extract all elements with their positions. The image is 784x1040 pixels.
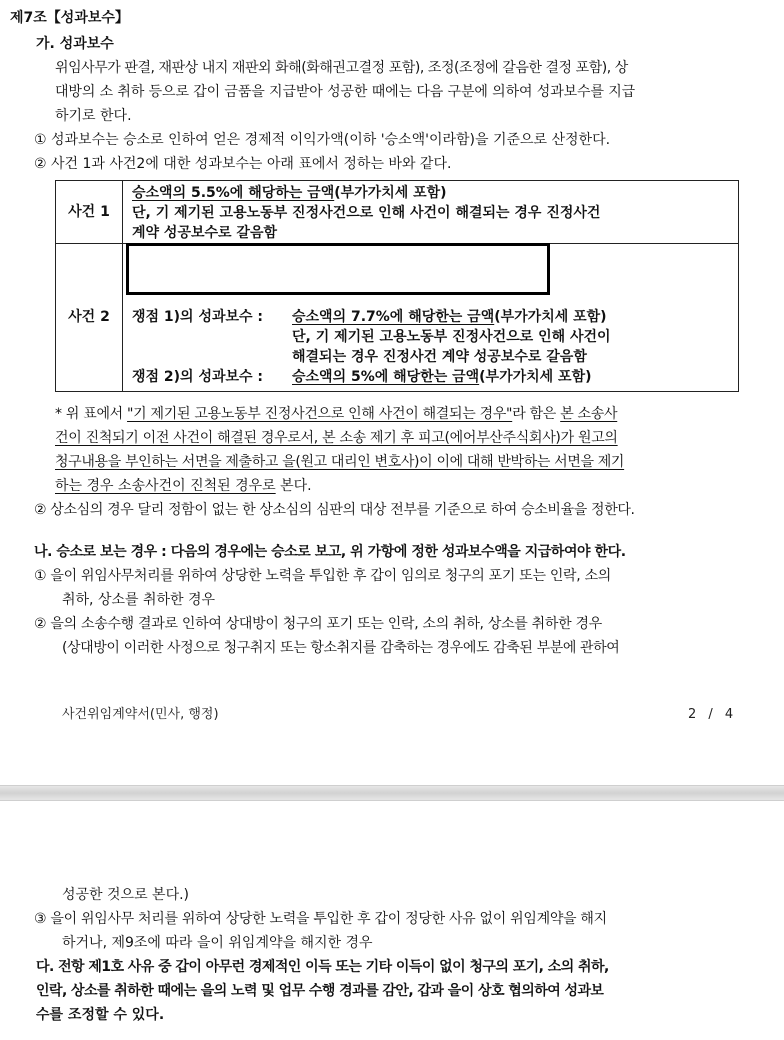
item-1: ① 성과보수는 승소로 인하여 얻은 경제적 이익가액(이하 '승소액'이라함)을 기준으로 산정한다. <box>34 132 611 148</box>
case1-amount: 승소액의 5.5%에 해당하는 금액 <box>132 185 335 201</box>
issue1-line1 <box>292 307 607 327</box>
issue2-vat: (부가가치세 포함) <box>479 369 592 385</box>
redacted-box <box>126 243 550 295</box>
na-item1-line2: 취하, 상소를 취하한 경우 <box>62 592 216 608</box>
para1-line3: 하기로 한다. <box>55 108 132 124</box>
footer-doc-title: 사건위임계약서(민사, 행정) <box>62 707 219 722</box>
issue2-amount: 승소액의 5%에 해당한는 금액 <box>292 369 480 385</box>
section-da-line2: 인락, 상소를 취하한 때에는 을의 노력 및 업무 수행 경과를 감안, 갑과 을이 상호 협의하여 성과보 <box>36 983 604 999</box>
na-item3-line2: 하거나, 제9조에 따라 을이 위임계약을 해지한 경우 <box>62 935 373 951</box>
table-column-divider <box>122 181 123 391</box>
page-separator <box>0 785 784 801</box>
note-line4-a: 하는 경우 소송사건이 진척된 경우로 <box>55 478 276 494</box>
continued-line: 성공한 것으로 본다.) <box>62 887 190 903</box>
issue1-vat: (부가가치세 포함) <box>494 309 607 325</box>
note-line3: 청구내용을 부인하는 서면을 제출하고 을(원고 대리인 변호사)이 이에 대해 반박하는 서면을 제기 <box>55 454 625 470</box>
section-da-line1: 다. 전항 제1호 사유 중 갑이 아무런 경제적인 이득 또는 기타 이득이 없이 청구의 포기, 소의 취하, <box>36 959 609 975</box>
note-line1-d: 본 소송사 <box>560 406 618 422</box>
note-line1 <box>55 404 617 424</box>
item-2b: ② 상소심의 경우 달리 정함이 없는 한 상소심의 심판의 대상 전부를 기준으로 하여 승소비율을 정한다. <box>34 502 635 518</box>
note-line1-c: 라 함은 <box>512 406 561 422</box>
section-da-line3: 수를 조정할 수 있다. <box>36 1007 165 1023</box>
note-line1-a: * 위 표에서 <box>55 406 128 422</box>
note-line1-quote: "기 제기된 고용노동부 진정사건으로 인해 사건이 해결되는 경우" <box>127 406 513 422</box>
case1-vat: (부가가치세 포함) <box>334 185 447 201</box>
na-item3-line1: ③ 을이 위임사무 처리를 위하여 상당한 노력을 투입한 후 갑이 정당한 사유 없이 위임계약을 해지 <box>34 911 607 927</box>
footer-page-number: 2 / 4 <box>688 707 734 722</box>
issue1-label: 쟁점 1)의 성과보수 : <box>132 309 264 325</box>
document-page-2 <box>0 801 784 1040</box>
section-na-title: 나. 승소로 보는 경우 : 다음의 경우에는 승소로 보고, 위 가항에 정한 성과보수액을 지급하여야 한다. <box>34 544 626 560</box>
case1-label: 사건 1 <box>68 204 110 220</box>
issue2-label: 쟁점 2)의 성과보수 : <box>132 369 264 385</box>
case1-line3: 계약 성공보수로 갈음함 <box>132 225 277 241</box>
issue1-line3: 해결되는 경우 진정사건 계약 성공보수로 갈음함 <box>292 349 587 365</box>
item-2: ② 사건 1과 사건2에 대한 성과보수는 아래 표에서 정하는 바와 같다. <box>34 156 452 172</box>
section-ga-title: 가. 성과보수 <box>36 36 114 52</box>
na-item1-line1: ① 을이 위임사무처리를 위하여 상당한 노력을 투입한 후 갑이 임의로 청구의 포기 또는 인락, 소의 <box>34 568 612 584</box>
issue1-line2: 단, 기 제기된 고용노동부 진정사건으로 인해 사건이 <box>292 329 611 345</box>
para1-line1: 위임사무가 판결, 재판상 내지 재판외 화해(화해권고결정 포함), 조정(조정에 갈음한 결정 포함), 상 <box>55 60 628 76</box>
article-title: 제7조【성과보수】 <box>10 10 129 26</box>
note-line4-b: 본다. <box>275 478 312 494</box>
note-line2: 건이 진척되기 이전 사건이 해결된 경우로서, 본 소송 제기 후 피고(에어부산주식회사)가 원고의 <box>55 430 618 446</box>
na-item2-line2: (상대방이 이러한 사정으로 청구취지 또는 항소취지를 감축하는 경우에도 감축된 부분에 관하여 <box>62 640 620 656</box>
case1-line1 <box>132 183 447 203</box>
fee-table <box>55 180 739 392</box>
issue1-amount: 승소액의 7.7%에 해당한는 금액 <box>292 309 495 325</box>
case1-line2: 단, 기 제기된 고용노동부 진정사건으로 인해 사건이 해결되는 경우 진정사건 <box>132 205 601 221</box>
issue2-line1 <box>292 367 592 387</box>
para1-line2: 대방의 소 취하 등으로 갑이 금품을 지급받아 성공한 때에는 다음 구분에 의하여 성과보수를 지급 <box>55 84 636 100</box>
note-line4 <box>55 476 312 496</box>
case2-label: 사건 2 <box>68 309 110 325</box>
na-item2-line1: ② 을의 소송수행 결과로 인하여 상대방이 청구의 포기 또는 인락, 소의 취하, 상소를 취하한 경우 <box>34 616 602 632</box>
